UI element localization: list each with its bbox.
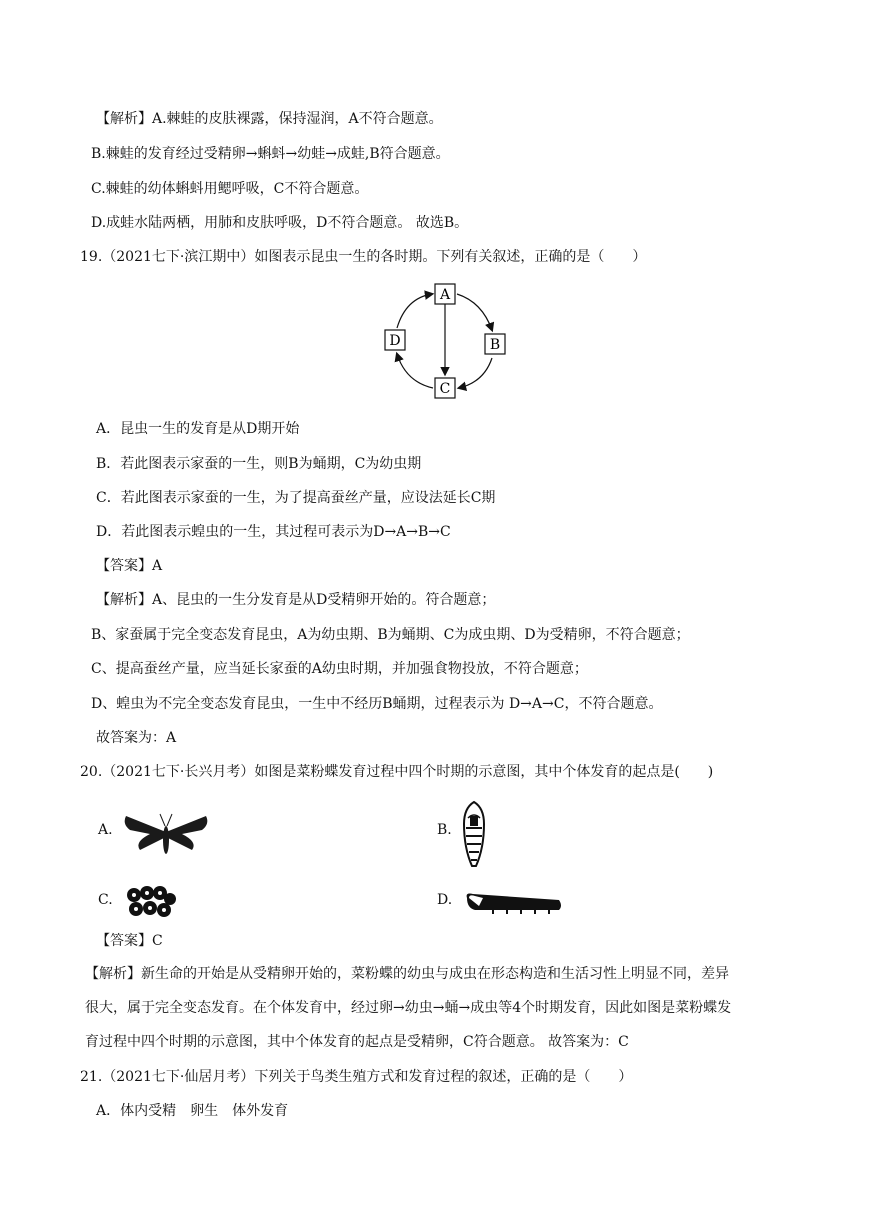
- option-20b-label: B.: [437, 822, 452, 838]
- explanation-19: 【解析】A、昆虫的一生分发育是从D受精卵开始的。符合题意；: [96, 592, 496, 608]
- stage-a-label: A: [439, 287, 451, 303]
- explanation-19: D、蝗虫为不完全变态发育昆虫，一生中不经历B蛹期，过程表示为 D→A→C，不符合题意。: [91, 696, 663, 712]
- stage-b-label: B: [489, 337, 501, 353]
- option-19a: A．昆虫一生的发育是从D期开始: [96, 421, 300, 437]
- option-20d-label: D.: [437, 892, 453, 908]
- option-20a-label: A.: [98, 822, 113, 838]
- question-20: 20.（2021七下·长兴月考）如图是菜粉蝶发育过程中四个时期的示意图，其中个体发育的起点是( ): [80, 764, 714, 780]
- caterpillar-icon: [463, 888, 565, 918]
- explanation-20: 【解析】新生命的开始是从受精卵开始的，菜粉蝶的幼虫与成虫在形态构造和生活习性上明显不同，差异很大，属于完全变态发育。在个体发育中，经过卵→幼虫→蛹→成虫等4个时期发育，因此如图是菜粉蝶发育过程中四个时期的示意图，其中个体发育的起点是受精卵，C符合题意。 故答案为：C: [85, 966, 732, 1050]
- question-21: 21.（2021七下·仙居月考）下列关于鸟类生殖方式和发育过程的叙述，正确的是（ ）: [80, 1069, 633, 1085]
- option-21a: A．体内受精 卵生 体外发育: [96, 1103, 289, 1119]
- answer-19: 【答案】A: [96, 558, 163, 574]
- option-19b: B．若此图表示家蚕的一生，则B为蛹期，C为幼虫期: [96, 456, 422, 472]
- insect-cycle-diagram: [380, 282, 510, 402]
- question-19: 19.（2021七下·滨江期中）如图表示昆虫一生的各时期。下列有关叙述，正确的是（ ）: [80, 249, 647, 265]
- eggs-icon: [126, 885, 176, 919]
- explanation-line: C.棘蛙的幼体蝌蚪用鳃呼吸，C不符合题意。: [91, 181, 369, 197]
- option-19d: D．若此图表示蝗虫的一生，其过程可表示为D→A→B→C: [96, 524, 451, 540]
- explanation-line: B.棘蛙的发育经过受精卵→蝌蚪→幼蛙→成蛙,B符合题意。: [91, 146, 450, 162]
- stage-c-label: C: [439, 381, 451, 397]
- butterfly-icon: [120, 810, 212, 858]
- option-19c: C．若此图表示家蚕的一生，为了提高蚕丝产量，应设法延长C期: [96, 490, 496, 506]
- explanation-19: C、提高蚕丝产量，应当延长家蚕的A幼虫时期，并加强食物投放，不符合题意；: [91, 661, 588, 677]
- option-20c-label: C.: [98, 892, 113, 908]
- explanation-19: 故答案为：A: [96, 730, 177, 746]
- explanation-19: B、家蚕属于完全变态发育昆虫，A为幼虫期、B为蛹期、C为成虫期、D为受精卵，不符合题意；: [91, 627, 690, 643]
- explanation-line: D.成蛙水陆两栖，用肺和皮肤呼吸，D不符合题意。 故选B。: [91, 215, 469, 231]
- pupa-icon: [460, 800, 488, 868]
- stage-d-label: D: [389, 333, 401, 349]
- answer-20: 【答案】C: [96, 933, 163, 949]
- explanation-line: 【解析】A.棘蛙的皮肤裸露，保持湿润，A不符合题意。: [96, 111, 443, 127]
